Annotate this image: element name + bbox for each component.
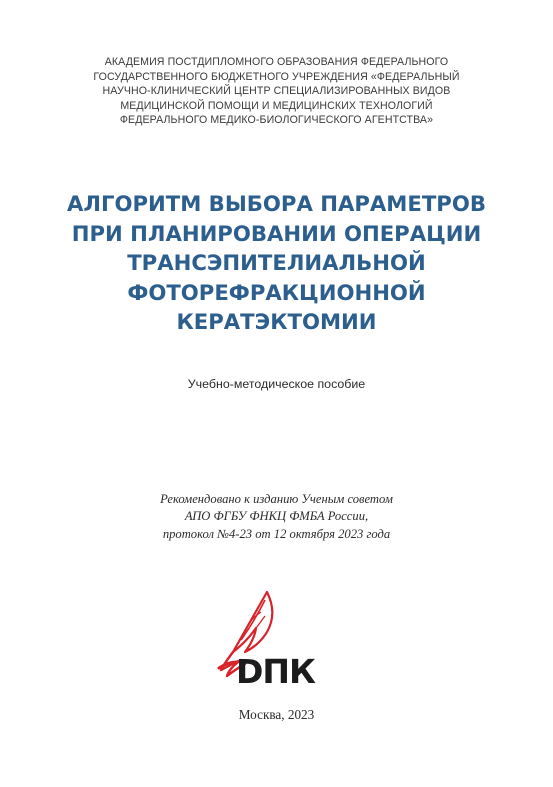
document-title — [0, 189, 553, 337]
recommendation-line: Рекомендовано к изданию Ученым советом — [160, 492, 393, 506]
recommendation-line: АПО ФГБУ ФНКЦ ФМБА России, — [184, 509, 369, 524]
document-subtitle: Учебно-методическое пособие — [187, 377, 366, 391]
organization-line: МЕДИЦИНСКОЙ ПОМОЩИ И МЕДИЦИНСКИХ ТЕХНОЛОГИЙ — [120, 99, 433, 112]
organization-line: АКАДЕМИЯ ПОСТДИПЛОМНОГО ОБРАЗОВАНИЯ ФЕДЕРАЛЬНОГО — [104, 56, 449, 68]
title-line: АЛГОРИТМ ВЫБОРА ПАРАМЕТРОВ — [66, 191, 486, 216]
recommendation-note — [0, 491, 553, 543]
city-year: Москва, 2023 — [238, 707, 315, 722]
organization-line: НАУЧНО-КЛИНИЧЕСКИЙ ЦЕНТР СПЕЦИАЛИЗИРОВАННЫХ ВИДОВ — [102, 85, 451, 98]
title-line: ТРАНСЭПИТЕЛИАЛЬНОЙ — [127, 250, 426, 276]
organization-header — [0, 55, 553, 128]
title-line: КЕРАТЭКТОМИИ — [176, 309, 377, 335]
title-line: ПРИ ПЛАНИРОВАНИИ ОПЕРАЦИИ — [71, 220, 482, 246]
title-line: ФОТОРЕФРАКЦИОННОЙ — [127, 279, 426, 305]
publisher-logo-text: DПК — [236, 652, 315, 691]
recommendation-line: протокол №4-23 от 12 октября 2023 года — [162, 526, 391, 541]
organization-line: ГОСУДАРСТВЕННОГО БЮДЖЕТНОГО УЧРЕЖДЕНИЯ «ФЕДЕРАЛЬНЫЙ — [93, 70, 460, 83]
organization-line: ФЕДЕРАЛЬНОГО МЕДИКО-БИОЛОГИЧЕСКОГО АГЕНТСТВА» — [119, 114, 434, 127]
